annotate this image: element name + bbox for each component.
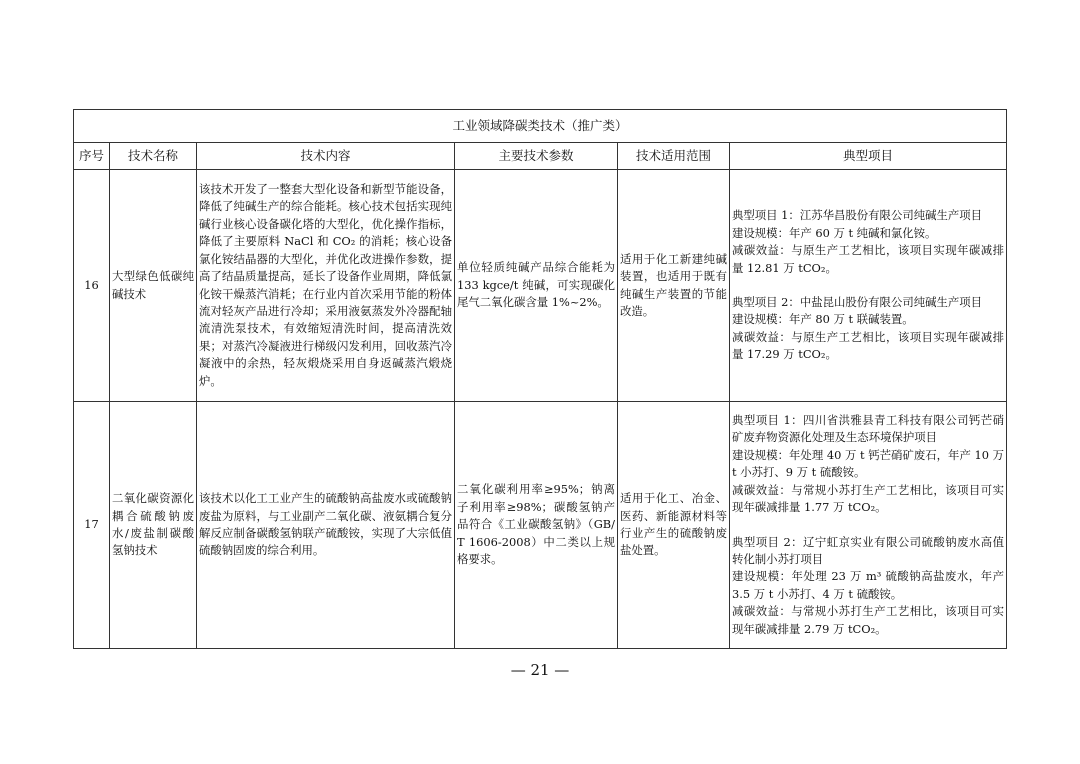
row-tech-content: 该技术开发了一整套大型化设备和新型节能设备，降低了纯碱生产的综合能耗。核心技术包括实现纯碱行业核心设备碳化塔的大型化，优化操作指标，降低了主要原料 NaCl 和 CO₂ 的消耗；核心设备氯化铵结晶器的大型化，并优化改进操作参数，提高了结晶质量提高，延长了设备作业周期，降低氯化铵干燥蒸汽消耗；在行业内首次采用节能的粉体流对轻灰产品进行冷却；采用液氨蒸发外冷器配轴流清洗泵技术，有效缩短清洗时间，提高清洗效果；对蒸汽冷凝液进行梯级闪发利用，回收蒸汽冷凝液中的余热，轻灰煅烧采用自身返碱蒸汽煅烧炉。 <box>197 170 455 402</box>
technology-table <box>73 109 1007 649</box>
table-row <box>74 170 1007 402</box>
row-tech-name: 大型绿色低碳纯碱技术 <box>110 170 197 402</box>
row-tech-params: 二氧化碳利用率≥95%；钠离子利用率≥98%；碳酸氢钠产品符合《工业碳酸氢钠》（GB/T 1606-2008）中二类以上规格要求。 <box>455 402 618 649</box>
project-benefit: 减碳效益：与常规小苏打生产工艺相比，该项目可实现年碳减排量 1.77 万 tCO₂。 <box>732 482 1005 515</box>
header-projects: 典型项目 <box>730 143 1007 170</box>
row-projects <box>730 402 1007 649</box>
project-scale: 建设规模：年产 80 万 t 联碱装置。 <box>732 312 914 327</box>
row-tech-scope: 适用于化工新建纯碱装置，也适用于既有纯碱生产装置的节能改造。 <box>618 170 730 402</box>
row-projects <box>730 170 1007 402</box>
header-scope: 技术适用范围 <box>618 143 730 170</box>
project-title: 典型项目 2：中盐昆山股份有限公司纯碱生产项目 <box>732 295 983 309</box>
row-seq: 16 <box>74 170 110 402</box>
project-item <box>732 207 1004 277</box>
project-benefit: 减碳效益：与原生产工艺相比，该项目实现年碳减排量 17.29 万 tCO₂。 <box>732 329 1005 362</box>
row-seq: 17 <box>74 402 110 649</box>
project-scale: 建设规模：年产 60 万 t 纯碱和氯化铵。 <box>732 225 937 240</box>
project-title: 典型项目 2：辽宁虹京实业有限公司硫酸钠废水高值转化制小苏打项目 <box>732 534 1005 566</box>
header-seq: 序号 <box>74 143 110 170</box>
header-params: 主要技术参数 <box>455 143 618 170</box>
project-item <box>732 412 1004 516</box>
row-tech-content: 该技术以化工工业产生的硫酸钠高盐废水或硫酸钠废盐为原料，与工业副产二氧化碳、液氨耦合复分解反应制备碳酸氢钠联产硫酸铵，实现了大宗低值硫酸钠固废的综合利用。 <box>197 402 455 649</box>
table-title: 工业领域降碳类技术（推广类） <box>74 110 1007 143</box>
row-tech-params: 单位轻质纯碱产品综合能耗为 133 kgce/t 纯碱，可实现碳化尾气二氧化碳含量 1%~2%。 <box>455 170 618 402</box>
row-tech-scope: 适用于化工、冶金、医药、新能源材料等行业产生的硫酸钠废盐处置。 <box>618 402 730 649</box>
table-row <box>74 402 1007 649</box>
header-content: 技术内容 <box>197 143 455 170</box>
page-number: — 21 — <box>510 661 570 679</box>
project-scale: 建设规模：年处理 23 万 m³ 硫酸钠高盐废水，年产 3.5 万 t 小苏打、4 万 t 硫酸铵。 <box>732 569 1005 601</box>
project-title: 典型项目 1：江苏华昌股份有限公司纯碱生产项目 <box>732 208 983 223</box>
project-item <box>732 534 1004 638</box>
project-benefit: 减碳效益：与常规小苏打生产工艺相比，该项目可实现年碳减排量 2.79 万 tCO₂。 <box>732 604 1005 636</box>
header-name: 技术名称 <box>110 143 197 170</box>
project-title: 典型项目 1：四川省洪雅县青工科技有限公司钙芒硝矿废弃物资源化处理及生态环境保护项目 <box>732 413 1005 445</box>
project-benefit: 减碳效益：与原生产工艺相比，该项目实现年碳减排量 12.81 万 tCO₂。 <box>732 243 1005 275</box>
project-item <box>732 294 1004 364</box>
row-tech-name: 二氧化碳资源化耦合硫酸钠废水/废盐制碳酸氢钠技术 <box>110 402 197 649</box>
project-scale: 建设规模：年处理 40 万 t 钙芒硝矿废石，年产 10 万 t 小苏打、9 万 t 硫酸铵。 <box>732 447 1005 480</box>
